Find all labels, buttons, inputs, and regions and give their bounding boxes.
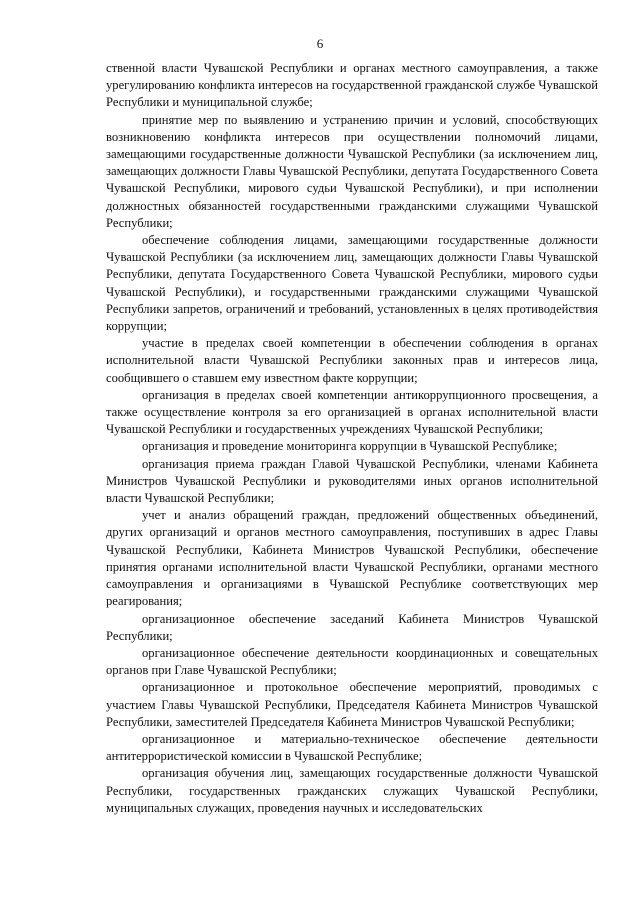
paragraph-cabinet-meetings: организационное обеспечение заседаний Кабинета Министров Чувашской Республики; bbox=[106, 611, 598, 643]
paragraph-protocol-events: организационное и протокольное обеспечение мероприятий, проводимых с участием Главы Чувашской Республики, Председателя Кабинета Министров Чувашской Республики, заместителей Председателя Кабинета Министров Чувашской Республики; bbox=[106, 680, 598, 729]
paragraph-continued: ственной власти Чувашской Республики и органах местного самоуправления, а также урегулированию конфликта интересов на государственной гражданской службе Чувашской Республики и муниципальной службе; bbox=[106, 61, 598, 110]
paragraph-training-organization: организация обучения лиц, замещающих государственные должности Чувашской Республики, государственных гражданских служащих Чувашской Республики, муниципальных служащих, проведения научных и исследовательских bbox=[106, 766, 598, 815]
paragraph-citizen-reception: организация приема граждан Главой Чувашской Республики, членами Кабинета Министров Чувашской Республики и руководителями иных органов исполнительной власти Чувашской Республики; bbox=[106, 456, 598, 506]
paragraph-compliance-ensuring: обеспечение соблюдения лицами, замещающими государственные должности Чувашской Республики (за исключением лиц, замещающих должности Главы Чувашской Республики, депутата Государственного Совета Чувашской Республики, мирового судьи Чувашской Республики), и государственными гражданскими служащими Чувашской Республики запретов, ограничений и требований, установленных в целях противодействия коррупции; bbox=[106, 233, 598, 334]
document-body bbox=[106, 60, 598, 817]
paragraph-appeals-analysis: учет и анализ обращений граждан, предложений общественных объединений, других организаций и органов местного самоуправления, поступивших в адрес Главы Чувашской Республики, Кабинета Министров Чувашской Республики, обеспечение принятия органами исполнительной власти Чувашской Республики, органами местного самоуправления и организациями в Чувашской Республике соответствующих мер реагирования; bbox=[106, 508, 598, 609]
paragraph-advisory-bodies: организационное обеспечение деятельности координационных и совещательных органов при Главе Чувашской Республики; bbox=[106, 645, 598, 678]
paragraph-whistleblower-protection: участие в пределах своей компетенции в обеспечении соблюдения в органах исполнительной власти Чувашской Республики законных прав и интересов лица, сообщившего о ставшем ему известном факте коррупции; bbox=[106, 336, 598, 385]
paragraph-corruption-monitoring: организация и проведение мониторинга коррупции в Чувашской Республике; bbox=[142, 439, 558, 454]
paragraph-antiterrorist-commission: организационное и материально-техническое обеспечение деятельности антитеррористической комиссии в Чувашской Республике; bbox=[106, 731, 598, 764]
paragraph-anticorruption-education: организация в пределах своей компетенции антикоррупционного просвещения, а также осуществление контроля за его организацией в органах исполнительной власти Чувашской Республики и государственных учреждениях Чувашской Республики; bbox=[106, 387, 598, 437]
page-number: 6 bbox=[316, 36, 324, 51]
paragraph-conflict-of-interest-measures: принятие мер по выявлению и устранению причин и условий, способствующих возникновению конфликта интересов при осуществлении полномочий лицами, замещающими государственные должности Чувашской Республики (за исключением лиц, замещающих должности Главы Чувашской Республики, депутата Государственного Совета Чувашской Республики, мирового судьи Чувашской Республики), и при исполнении должностных обязанностей государственными гражданскими служащими Чувашской Республики; bbox=[106, 112, 598, 230]
